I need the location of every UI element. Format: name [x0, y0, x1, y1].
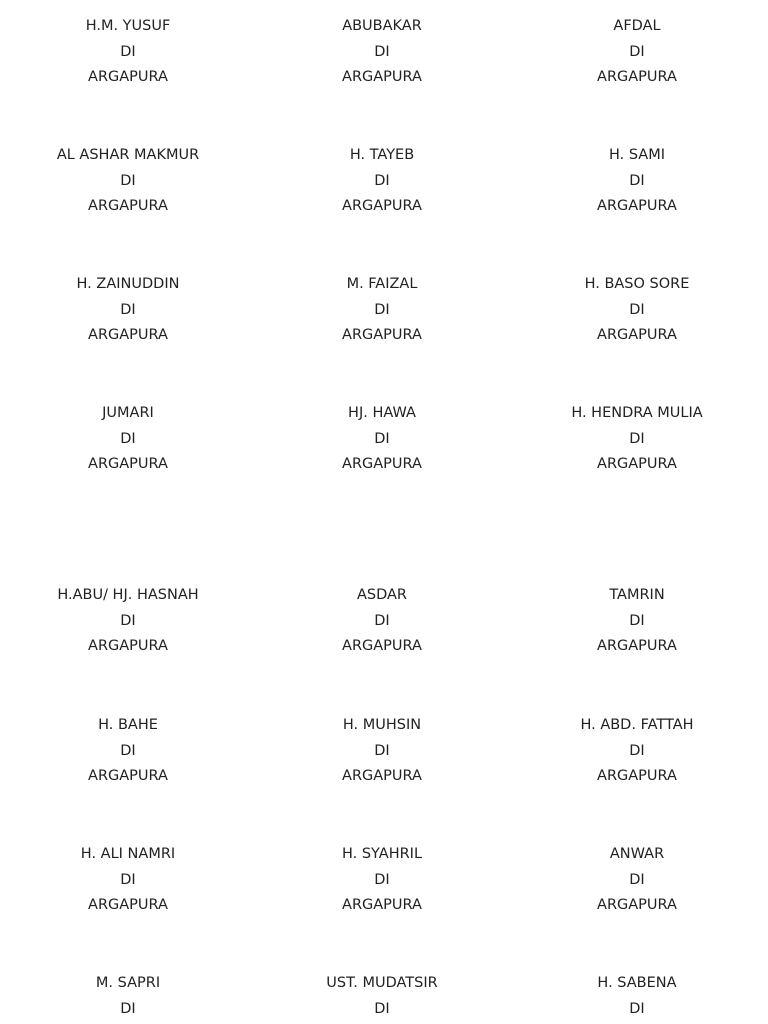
label-place: ARGAPURA — [597, 638, 677, 655]
address-label — [510, 583, 764, 660]
label-place: ARGAPURA — [88, 198, 168, 215]
label-prefix: DI — [120, 612, 136, 629]
label-prefix: DI — [374, 742, 390, 759]
label-prefix: DI — [629, 301, 645, 318]
label-name: JUMARI — [102, 405, 154, 421]
label-name: H. TAYEB — [349, 147, 415, 163]
label-name: UST. MUDATSIR — [326, 975, 438, 991]
address-label — [255, 971, 509, 1022]
label-place: ARGAPURA — [88, 327, 168, 344]
label-prefix: DI — [120, 871, 136, 888]
label-prefix: DI — [374, 43, 390, 60]
label-place: ARGAPURA — [342, 69, 422, 86]
address-label — [1, 143, 255, 220]
address-label — [1, 842, 255, 919]
label-place: ARGAPURA — [342, 897, 422, 914]
label-place: ARGAPURA — [342, 327, 422, 344]
label-prefix: DI — [120, 742, 136, 759]
address-label — [255, 14, 509, 91]
label-place: ARGAPURA — [342, 638, 422, 655]
address-label — [255, 143, 509, 220]
label-name: ANWAR — [609, 846, 665, 862]
label-place: ARGAPURA — [88, 768, 168, 785]
label-name: H. SYAHRIL — [341, 846, 423, 862]
label-prefix: DI — [120, 43, 136, 60]
address-label — [510, 842, 764, 919]
label-place: ARGAPURA — [597, 69, 677, 86]
label-place: ARGAPURA — [88, 456, 168, 473]
address-label — [510, 272, 764, 349]
address-label — [510, 971, 764, 1022]
label-name: H. BAHE — [98, 717, 158, 733]
label-prefix: DI — [629, 430, 645, 447]
address-label — [1, 583, 255, 660]
label-place: ARGAPURA — [597, 456, 677, 473]
address-label — [1, 713, 255, 790]
address-label — [255, 713, 509, 790]
label-prefix: DI — [374, 172, 390, 189]
label-prefix: DI — [629, 43, 645, 60]
label-name: ABUBAKAR — [342, 18, 422, 34]
label-prefix: DI — [629, 871, 645, 888]
label-name: H. BASO SORE — [584, 276, 690, 292]
label-prefix: DI — [374, 612, 390, 629]
label-name: H.M. YUSUF — [85, 18, 171, 34]
label-prefix: DI — [120, 301, 136, 318]
label-place: ARGAPURA — [342, 768, 422, 785]
label-name: ASDAR — [356, 587, 408, 603]
label-name: H. HENDRA MULIA — [571, 405, 703, 421]
label-place: ARGAPURA — [597, 897, 677, 914]
label-name: TAMRIN — [609, 587, 665, 603]
address-label — [255, 842, 509, 919]
label-prefix: DI — [120, 430, 136, 447]
label-prefix: DI — [374, 301, 390, 318]
address-label — [255, 272, 509, 349]
label-name: H. SABENA — [597, 975, 677, 991]
address-label — [1, 272, 255, 349]
address-label — [510, 14, 764, 91]
label-place: ARGAPURA — [88, 897, 168, 914]
label-name: M. SAPRI — [95, 975, 161, 991]
label-name: H. MUHSIN — [342, 717, 422, 733]
address-label — [1, 971, 255, 1022]
label-name: H. SAMI — [608, 147, 666, 163]
address-label — [255, 583, 509, 660]
label-place: ARGAPURA — [88, 69, 168, 86]
label-prefix: DI — [120, 172, 136, 189]
label-name: H.ABU/ HJ. HASNAH — [57, 587, 199, 603]
label-name: AFDAL — [613, 18, 661, 34]
label-prefix: DI — [629, 612, 645, 629]
label-name: HJ. HAWA — [348, 405, 416, 421]
label-name: H. ALI NAMRI — [80, 846, 176, 862]
address-label — [510, 143, 764, 220]
label-prefix: DI — [374, 1000, 390, 1017]
label-place: ARGAPURA — [342, 198, 422, 215]
label-name: AL ASHAR MAKMUR — [56, 147, 200, 163]
label-place: ARGAPURA — [597, 327, 677, 344]
label-place: ARGAPURA — [597, 768, 677, 785]
address-label — [1, 401, 255, 478]
address-label — [510, 713, 764, 790]
label-name: H. ZAINUDDIN — [76, 276, 180, 292]
label-prefix: DI — [374, 430, 390, 447]
label-prefix: DI — [120, 1000, 136, 1017]
label-name: H. ABD. FATTAH — [580, 717, 694, 733]
label-place: ARGAPURA — [88, 638, 168, 655]
address-label — [510, 401, 764, 478]
label-place: ARGAPURA — [597, 198, 677, 215]
label-name: M. FAIZAL — [346, 276, 418, 292]
address-label — [1, 14, 255, 91]
label-prefix: DI — [374, 871, 390, 888]
address-label — [255, 401, 509, 478]
label-prefix: DI — [629, 1000, 645, 1017]
label-prefix: DI — [629, 742, 645, 759]
label-place: ARGAPURA — [342, 456, 422, 473]
label-prefix: DI — [629, 172, 645, 189]
